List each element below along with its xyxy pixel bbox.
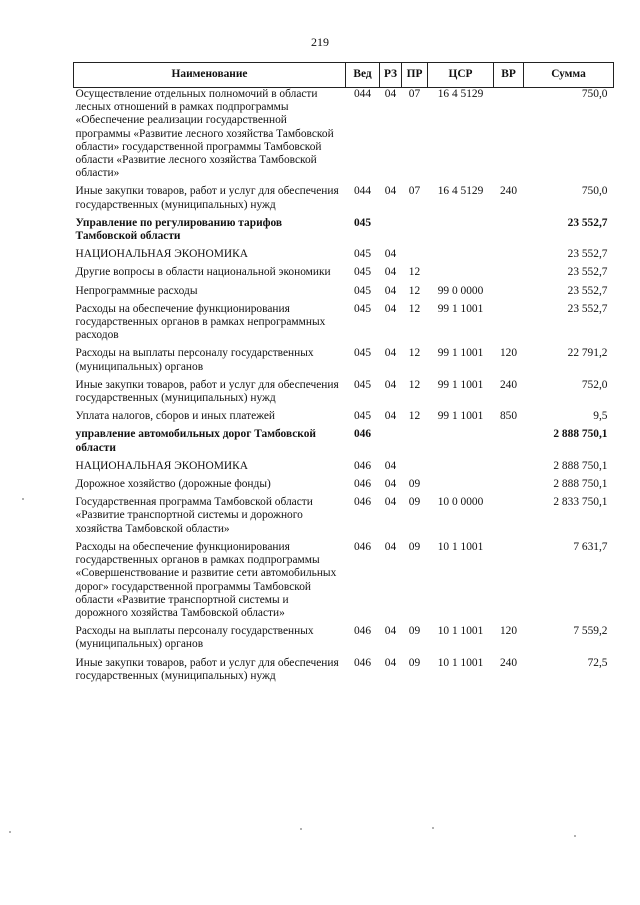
cell-csr: 10 1 1001 <box>437 540 484 553</box>
scan-speck <box>432 827 434 829</box>
cell-ved: 046 <box>353 478 372 491</box>
cell-pr <box>402 248 428 266</box>
cell-name: Расходы на выплаты персоналу государственных (муниципальных) органов <box>75 625 314 651</box>
cell-sum: 7 631,7 <box>573 540 608 553</box>
table-row <box>74 460 614 478</box>
cell-name: Расходы на выплаты персоналу государственных (муниципальных) органов <box>75 347 314 373</box>
cell-ved: 045 <box>353 216 372 229</box>
cell-pr: 12 <box>408 347 421 360</box>
header-rz: РЗ <box>380 63 402 88</box>
cell-csr: 99 1 1001 <box>437 378 484 391</box>
table-row <box>74 303 614 348</box>
cell-sum: 23 552,7 <box>567 248 608 261</box>
cell-ved: 044 <box>353 88 372 100</box>
cell-pr: 07 <box>408 88 421 100</box>
cell-vr <box>494 496 524 541</box>
cell-pr <box>402 460 428 478</box>
cell-vr <box>494 88 524 186</box>
cell-sum: 22 791,2 <box>567 347 608 360</box>
scan-speck <box>9 831 11 833</box>
cell-rz: 04 <box>384 266 397 279</box>
header-csr: ЦСР <box>428 63 494 88</box>
cell-pr: 09 <box>408 656 421 669</box>
cell-sum: 2 833 750,1 <box>553 496 608 509</box>
cell-rz: 04 <box>384 248 397 261</box>
scan-speck <box>300 828 302 830</box>
cell-csr: 16 4 5129 <box>437 88 484 100</box>
cell-pr: 12 <box>408 266 421 279</box>
cell-sum: 23 552,7 <box>567 216 608 229</box>
cell-ved: 046 <box>353 625 372 638</box>
cell-sum: 72,5 <box>587 656 608 669</box>
cell-ved: 045 <box>353 248 372 261</box>
cell-pr: 12 <box>408 410 421 423</box>
cell-ved: 045 <box>353 284 372 297</box>
cell-vr: 240 <box>499 185 518 198</box>
cell-csr <box>428 460 494 478</box>
cell-rz: 04 <box>384 185 397 198</box>
cell-name: Непрограммные расходы <box>75 284 198 297</box>
cell-rz: 04 <box>384 478 397 491</box>
cell-name: Расходы на обеспечение функционирования государственных органов в рамках подпрограммы «Совершенствование и развитие сети автомобильных дорог» государственной программы Тамбовской области «Развитие транспортной системы и дорожного хозяйства Тамбовской области» <box>75 540 337 619</box>
cell-ved: 046 <box>353 540 372 553</box>
cell-pr <box>402 217 428 248</box>
cell-ved: 046 <box>353 656 372 669</box>
cell-vr <box>494 285 524 303</box>
cell-sum: 750,0 <box>581 88 608 100</box>
cell-vr: 240 <box>499 656 518 669</box>
table-row <box>74 625 614 656</box>
cell-csr: 10 1 1001 <box>437 656 484 669</box>
header-vr: ВР <box>494 63 524 88</box>
cell-vr <box>494 460 524 478</box>
cell-pr: 09 <box>408 478 421 491</box>
cell-ved: 045 <box>353 302 372 315</box>
cell-pr: 09 <box>408 496 421 509</box>
header-sum: Сумма <box>524 63 614 88</box>
cell-csr: 99 1 1001 <box>437 410 484 423</box>
cell-name: управление автомобильных дорог Тамбовской области <box>75 428 316 454</box>
cell-ved: 044 <box>353 185 372 198</box>
cell-rz: 04 <box>384 410 397 423</box>
header-name: Наименование <box>74 63 346 88</box>
cell-ved: 045 <box>353 266 372 279</box>
cell-name: Государственная программа Тамбовской области «Развитие транспортной системы и дорожного хозяйства Тамбовской области» <box>75 496 313 535</box>
cell-name: Осуществление отдельных полномочий в области лесных отношений в рамках подпрограммы «Обеспечение реализации государственной программы «Развитие лесного хозяйства Тамбовской области» государственной программы Тамбовской области «Развитие лесного хозяйства Тамбовской области» <box>75 88 334 180</box>
cell-rz: 04 <box>384 284 397 297</box>
cell-rz: 04 <box>384 347 397 360</box>
cell-csr: 99 1 1001 <box>437 347 484 360</box>
cell-csr <box>428 248 494 266</box>
header-ved: Вед <box>346 63 380 88</box>
cell-pr: 12 <box>408 284 421 297</box>
table-row <box>74 347 614 378</box>
table-row <box>74 185 614 216</box>
table-row <box>74 285 614 303</box>
cell-name: Иные закупки товаров, работ и услуг для обеспечения государственных (муниципальных) нужд <box>75 185 339 211</box>
cell-rz <box>380 217 402 248</box>
scan-speck <box>574 835 576 837</box>
table-row <box>74 410 614 428</box>
cell-rz <box>380 428 402 459</box>
cell-sum: 752,0 <box>581 378 608 391</box>
cell-csr: 99 0 0000 <box>437 284 484 297</box>
table-row <box>74 496 614 541</box>
table-header-row <box>74 63 614 88</box>
cell-vr: 120 <box>499 347 518 360</box>
cell-pr: 09 <box>408 540 421 553</box>
cell-vr: 850 <box>499 410 518 423</box>
cell-rz: 04 <box>384 496 397 509</box>
cell-sum: 2 888 750,1 <box>553 428 608 441</box>
cell-pr: 09 <box>408 625 421 638</box>
table-row <box>74 428 614 459</box>
cell-ved: 045 <box>353 378 372 391</box>
cell-csr: 10 0 0000 <box>437 496 484 509</box>
scan-speck <box>22 498 24 500</box>
cell-csr <box>428 428 494 459</box>
cell-vr <box>494 266 524 284</box>
cell-ved: 046 <box>353 428 372 441</box>
cell-vr <box>494 428 524 459</box>
cell-name: Другие вопросы в области национальной экономики <box>75 266 331 279</box>
cell-sum: 23 552,7 <box>567 284 608 297</box>
cell-vr <box>494 478 524 496</box>
cell-vr <box>494 248 524 266</box>
cell-vr: 240 <box>499 378 518 391</box>
cell-csr <box>428 217 494 248</box>
cell-name: Дорожное хозяйство (дорожные фонды) <box>75 478 271 491</box>
cell-pr: 12 <box>408 302 421 315</box>
cell-name: Иные закупки товаров, работ и услуг для обеспечения государственных (муниципальных) нужд <box>75 656 339 682</box>
cell-vr: 120 <box>499 625 518 638</box>
cell-csr: 16 4 5129 <box>437 185 484 198</box>
cell-name: Уплата налогов, сборов и иных платежей <box>75 410 275 423</box>
cell-ved: 045 <box>353 410 372 423</box>
cell-csr: 99 1 1001 <box>437 302 484 315</box>
cell-sum: 9,5 <box>593 410 608 423</box>
cell-sum: 2 888 750,1 <box>553 478 608 491</box>
table-row <box>74 379 614 410</box>
cell-rz: 04 <box>384 378 397 391</box>
cell-pr: 12 <box>408 378 421 391</box>
cell-vr <box>494 541 524 625</box>
table-body <box>74 88 614 688</box>
cell-rz: 04 <box>384 540 397 553</box>
cell-rz: 04 <box>384 302 397 315</box>
table-row <box>74 657 614 688</box>
cell-csr: 10 1 1001 <box>437 625 484 638</box>
cell-pr: 07 <box>408 185 421 198</box>
table-row <box>74 217 614 248</box>
cell-sum: 2 888 750,1 <box>553 459 608 472</box>
cell-name: Управление по регулированию тарифов Тамбовской области <box>75 216 283 243</box>
cell-csr <box>428 478 494 496</box>
cell-ved: 046 <box>353 459 372 472</box>
cell-vr <box>494 303 524 348</box>
cell-csr <box>428 266 494 284</box>
table-row <box>74 541 614 625</box>
cell-sum: 23 552,7 <box>567 266 608 279</box>
page-number: 219 <box>311 35 329 49</box>
budget-table <box>73 62 614 688</box>
cell-sum: 7 559,2 <box>573 625 608 638</box>
cell-rz: 04 <box>384 88 397 100</box>
cell-ved: 045 <box>353 347 372 360</box>
table-row <box>74 248 614 266</box>
cell-name: НАЦИОНАЛЬНАЯ ЭКОНОМИКА <box>75 459 248 472</box>
cell-rz: 04 <box>384 625 397 638</box>
cell-name: Расходы на обеспечение функционирования государственных органов в рамках непрограммных расходов <box>75 302 326 342</box>
cell-sum: 750,0 <box>581 185 608 198</box>
cell-ved: 046 <box>353 496 372 509</box>
cell-rz: 04 <box>384 459 397 472</box>
cell-sum: 23 552,7 <box>567 302 608 315</box>
cell-name: НАЦИОНАЛЬНАЯ ЭКОНОМИКА <box>75 248 248 261</box>
cell-name: Иные закупки товаров, работ и услуг для обеспечения государственных (муниципальных) нужд <box>75 378 339 405</box>
cell-pr <box>402 428 428 459</box>
table-row <box>74 266 614 284</box>
table-row <box>74 88 614 186</box>
cell-rz: 04 <box>384 656 397 669</box>
table-row <box>74 478 614 496</box>
cell-vr <box>494 217 524 248</box>
header-pr: ПР <box>402 63 428 88</box>
